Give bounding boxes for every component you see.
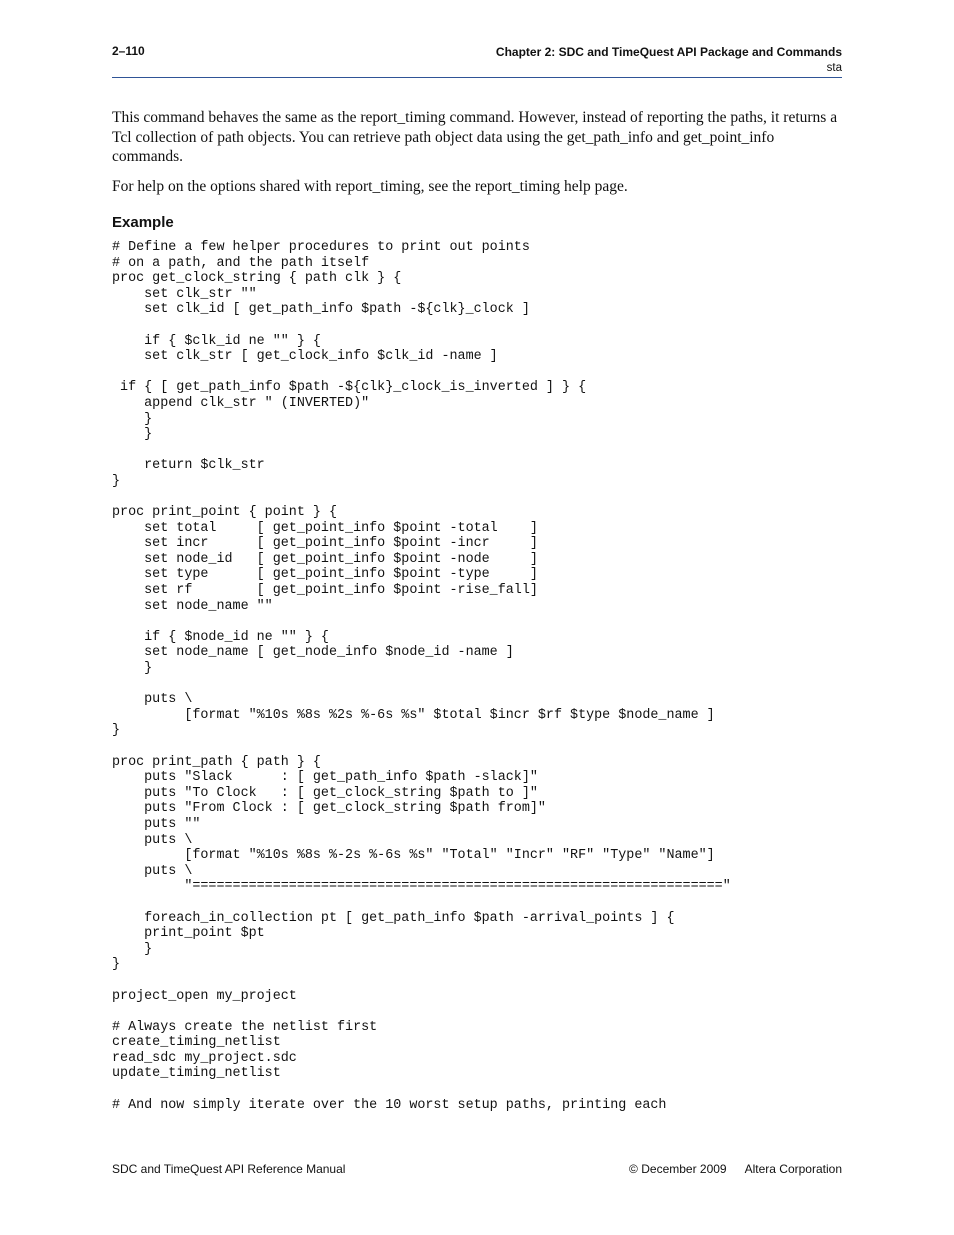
footer-company: Altera Corporation <box>744 1162 842 1176</box>
body-text <box>112 108 846 206</box>
footer-manual-title: SDC and TimeQuest API Reference Manual <box>112 1162 346 1176</box>
running-header <box>496 44 842 76</box>
example-heading: Example <box>112 214 174 231</box>
help-paragraph: For help on the options shared with report_timing, see the report_timing help page. <box>112 177 628 195</box>
code-example: # Define a few helper procedures to print out points # on a path, and the path itself proc get_clock_string { path clk } { set clk_str "" set clk_id [ get_path_info $path -${clk}_clock ] if { $clk_id ne "" } { set clk_str [ get_clock_info $clk_id -name ] if { [ get_path_info $path -${clk}_clock_is_inverted ] } { append clk_str " (INVERTED)" } } return $clk_str } proc print_point { point } { set total [ get_point_info $point -total ] set incr [ get_point_info $point -incr ] set node_id [ get_point_info $point -node ] set type [ get_point_info $point -type ] set rf [ get_point_info $point -rise_fall] set node_name "" if { $node_id ne "" } { set node_name [ get_node_info $node_id -name ] } puts \ [format "%10s %8s %2s %-6s %s" $total $incr $rf $type $node_name ] } proc print_path { path } { puts "Slack : [ get_path_info $path -slack]" puts "To Clock : [ get_clock_string $path to ]" puts "From Clock : [ get_clock_string $path from]" puts "" puts \ [format "%10s %8s %-2s %-6s %s" "Total" "Incr" "RF" "Type" "Name"] puts \ "==================================================================" foreach_in_collection pt [ get_path_info $path -arrival_points ] { print_point $pt } } project_open my_project # Always create the netlist first create_timing_netlist read_sdc my_project.sdc update_timing_netlist # And now simply iterate over the 10 worst setup paths, printing each <box>112 240 731 1113</box>
chapter-title: Chapter 2: SDC and TimeQuest API Package and Commands <box>495 45 842 59</box>
footer-date: © December 2009 <box>629 1162 727 1176</box>
header-rule <box>112 77 842 78</box>
page-number: 2–110 <box>112 44 145 58</box>
description-paragraph: This command behaves the same as the report_timing command. However, instead of reporting the paths, it returns a Tcl collection of path objects. You can retrieve path object data using the get_path_info and get_point_info commands. <box>112 109 838 165</box>
footer-right <box>629 1162 842 1176</box>
section-name: sta <box>826 62 842 74</box>
